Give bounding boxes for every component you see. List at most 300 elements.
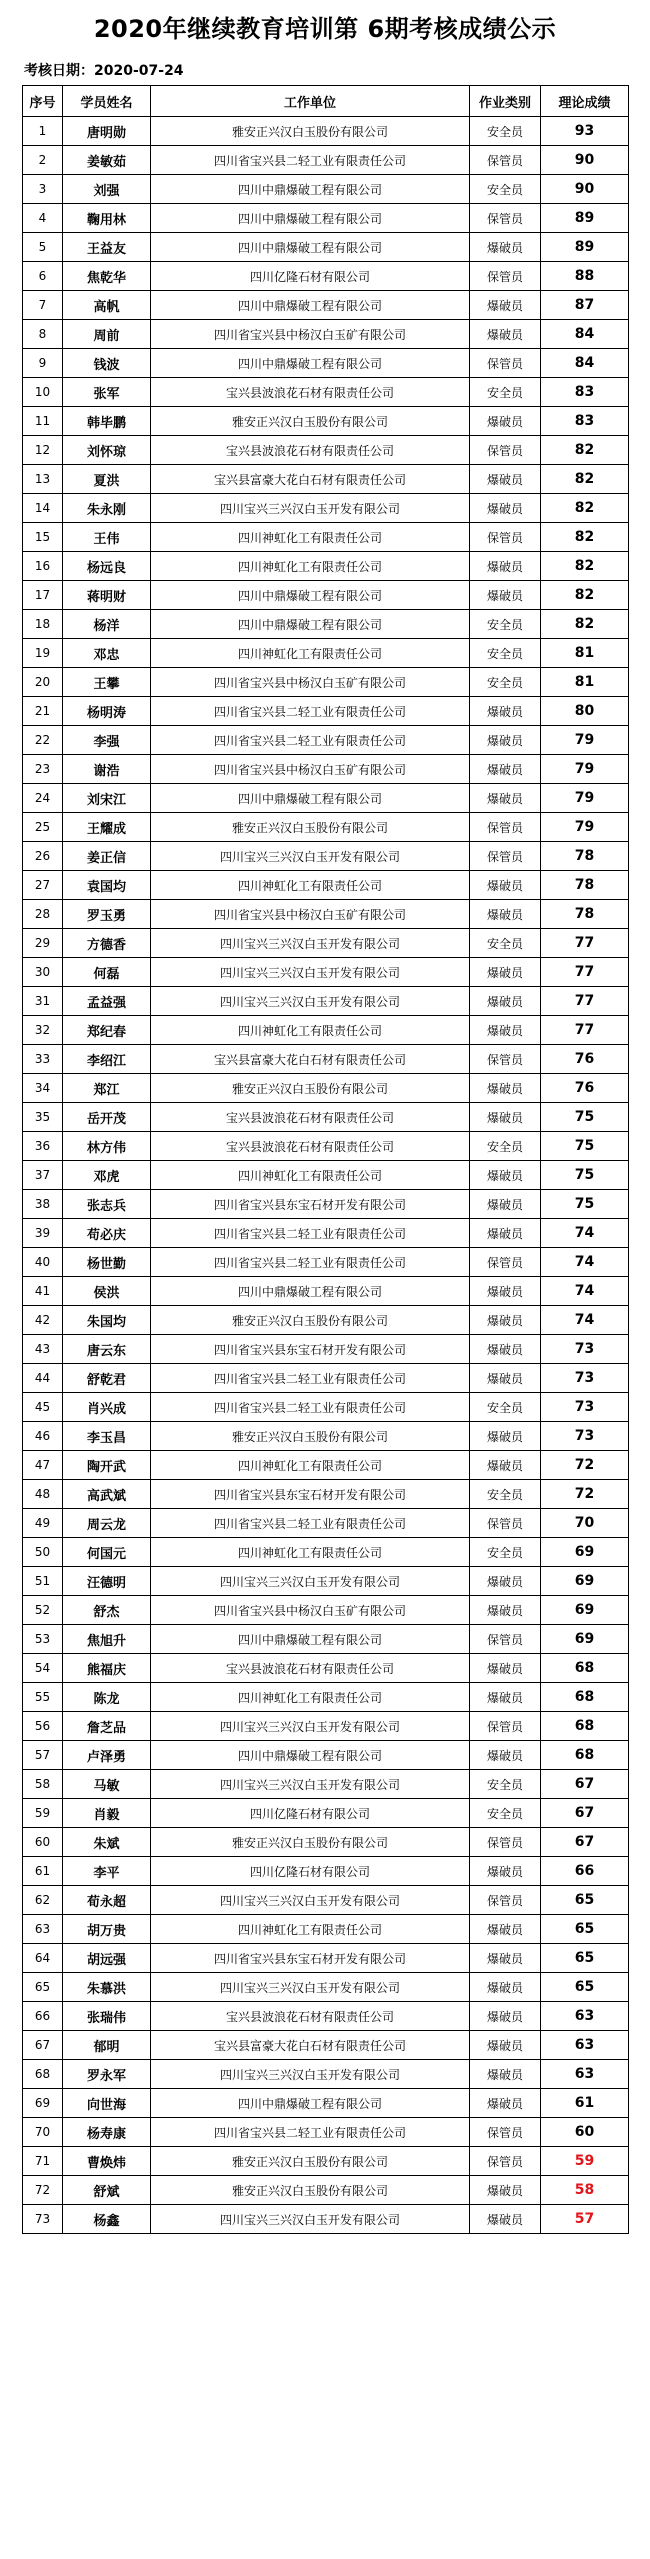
name-cell: 高帆 — [63, 291, 151, 320]
name-cell: 朱斌 — [63, 1828, 151, 1857]
table-body — [23, 117, 629, 2234]
workplace-cell: 雅安正兴汉白玉股份有限公司 — [151, 2176, 470, 2205]
score-cell: 74 — [541, 1248, 629, 1277]
job-type-cell: 安全员 — [470, 175, 541, 204]
table-row — [23, 1480, 629, 1509]
job-type-cell: 爆破员 — [470, 1161, 541, 1190]
name-cell: 胡远强 — [63, 1944, 151, 1973]
table-row — [23, 900, 629, 929]
job-type-cell: 爆破员 — [470, 900, 541, 929]
table-row — [23, 668, 629, 697]
name-cell: 陈龙 — [63, 1683, 151, 1712]
serial-cell: 42 — [23, 1306, 63, 1335]
score-cell: 81 — [541, 639, 629, 668]
job-type-cell: 保管员 — [470, 1712, 541, 1741]
workplace-cell: 四川省宝兴县二轻工业有限责任公司 — [151, 1364, 470, 1393]
workplace-cell: 四川省宝兴县二轻工业有限责任公司 — [151, 2118, 470, 2147]
score-cell: 72 — [541, 1480, 629, 1509]
serial-cell: 27 — [23, 871, 63, 900]
serial-cell: 21 — [23, 697, 63, 726]
score-cell: 65 — [541, 1915, 629, 1944]
job-type-cell: 爆破员 — [470, 1422, 541, 1451]
job-type-cell: 保管员 — [470, 1828, 541, 1857]
score-cell: 68 — [541, 1654, 629, 1683]
score-cell: 66 — [541, 1857, 629, 1886]
name-cell: 荀永超 — [63, 1886, 151, 1915]
serial-cell: 18 — [23, 610, 63, 639]
name-cell: 周云龙 — [63, 1509, 151, 1538]
job-type-cell: 安全员 — [470, 610, 541, 639]
score-cell: 75 — [541, 1103, 629, 1132]
name-cell: 侯洪 — [63, 1277, 151, 1306]
workplace-cell: 雅安正兴汉白玉股份有限公司 — [151, 1074, 470, 1103]
job-type-cell: 爆破员 — [470, 784, 541, 813]
serial-cell: 3 — [23, 175, 63, 204]
job-type-cell: 爆破员 — [470, 1944, 541, 1973]
serial-cell: 8 — [23, 320, 63, 349]
name-cell: 谢浩 — [63, 755, 151, 784]
score-cell: 73 — [541, 1335, 629, 1364]
score-cell: 73 — [541, 1422, 629, 1451]
name-cell: 肖毅 — [63, 1799, 151, 1828]
name-cell: 张志兵 — [63, 1190, 151, 1219]
name-cell: 唐云东 — [63, 1335, 151, 1364]
workplace-cell: 四川神虹化工有限责任公司 — [151, 1451, 470, 1480]
serial-cell: 58 — [23, 1770, 63, 1799]
name-cell: 罗永军 — [63, 2060, 151, 2089]
serial-cell: 6 — [23, 262, 63, 291]
workplace-cell: 四川神虹化工有限责任公司 — [151, 639, 470, 668]
name-cell: 唐明勋 — [63, 117, 151, 146]
score-cell: 89 — [541, 233, 629, 262]
name-cell: 孟益强 — [63, 987, 151, 1016]
job-type-cell: 爆破员 — [470, 1219, 541, 1248]
name-cell: 李强 — [63, 726, 151, 755]
serial-cell: 38 — [23, 1190, 63, 1219]
job-type-cell: 爆破员 — [470, 697, 541, 726]
score-cell: 77 — [541, 958, 629, 987]
workplace-cell: 宝兴县波浪花石材有限责任公司 — [151, 1654, 470, 1683]
name-cell: 鞠用林 — [63, 204, 151, 233]
table-row — [23, 2118, 629, 2147]
score-cell: 81 — [541, 668, 629, 697]
workplace-cell: 四川宝兴三兴汉白玉开发有限公司 — [151, 1712, 470, 1741]
table-row — [23, 1741, 629, 1770]
name-cell: 杨世勤 — [63, 1248, 151, 1277]
serial-cell: 62 — [23, 1886, 63, 1915]
name-cell: 王益友 — [63, 233, 151, 262]
workplace-cell: 宝兴县富豪大花白石材有限责任公司 — [151, 1045, 470, 1074]
name-cell: 林方伟 — [63, 1132, 151, 1161]
serial-cell: 47 — [23, 1451, 63, 1480]
name-cell: 卢泽勇 — [63, 1741, 151, 1770]
serial-cell: 25 — [23, 813, 63, 842]
name-cell: 苟必庆 — [63, 1219, 151, 1248]
serial-cell: 32 — [23, 1016, 63, 1045]
serial-cell: 9 — [23, 349, 63, 378]
table-row — [23, 1103, 629, 1132]
table-row — [23, 1451, 629, 1480]
workplace-cell: 四川省宝兴县东宝石材开发有限公司 — [151, 1335, 470, 1364]
workplace-cell: 四川神虹化工有限责任公司 — [151, 1538, 470, 1567]
table-row — [23, 1683, 629, 1712]
table-row — [23, 1161, 629, 1190]
name-cell: 钱波 — [63, 349, 151, 378]
serial-cell: 54 — [23, 1654, 63, 1683]
workplace-cell: 雅安正兴汉白玉股份有限公司 — [151, 813, 470, 842]
workplace-cell: 四川中鼎爆破工程有限公司 — [151, 349, 470, 378]
score-cell: 84 — [541, 320, 629, 349]
score-cell: 77 — [541, 1016, 629, 1045]
job-type-cell: 安全员 — [470, 117, 541, 146]
name-cell: 朱慕洪 — [63, 1973, 151, 2002]
table-row — [23, 233, 629, 262]
table-row — [23, 552, 629, 581]
serial-cell: 49 — [23, 1509, 63, 1538]
workplace-cell: 雅安正兴汉白玉股份有限公司 — [151, 407, 470, 436]
workplace-cell: 四川省宝兴县二轻工业有限责任公司 — [151, 1393, 470, 1422]
name-cell: 杨远良 — [63, 552, 151, 581]
name-cell: 熊福庆 — [63, 1654, 151, 1683]
name-cell: 袁国均 — [63, 871, 151, 900]
table-row — [23, 958, 629, 987]
workplace-cell: 四川中鼎爆破工程有限公司 — [151, 233, 470, 262]
serial-cell: 61 — [23, 1857, 63, 1886]
score-cell: 74 — [541, 1219, 629, 1248]
job-type-cell: 安全员 — [470, 668, 541, 697]
workplace-cell: 四川中鼎爆破工程有限公司 — [151, 610, 470, 639]
score-cell: 65 — [541, 1944, 629, 1973]
table-row — [23, 842, 629, 871]
serial-cell: 52 — [23, 1596, 63, 1625]
table-row — [23, 1654, 629, 1683]
job-type-cell: 爆破员 — [470, 1654, 541, 1683]
name-cell: 杨鑫 — [63, 2205, 151, 2234]
job-type-cell: 爆破员 — [470, 1335, 541, 1364]
score-cell: 80 — [541, 697, 629, 726]
workplace-cell: 四川省宝兴县二轻工业有限责任公司 — [151, 1219, 470, 1248]
job-type-cell: 保管员 — [470, 349, 541, 378]
score-cell: 63 — [541, 2031, 629, 2060]
table-row — [23, 175, 629, 204]
serial-cell: 57 — [23, 1741, 63, 1770]
table-row — [23, 1538, 629, 1567]
table-row — [23, 1132, 629, 1161]
score-cell: 67 — [541, 1799, 629, 1828]
table-row — [23, 1306, 629, 1335]
serial-cell: 7 — [23, 291, 63, 320]
score-cell: 77 — [541, 929, 629, 958]
workplace-cell: 四川神虹化工有限责任公司 — [151, 523, 470, 552]
serial-cell: 37 — [23, 1161, 63, 1190]
name-cell: 肖兴成 — [63, 1393, 151, 1422]
table-row — [23, 523, 629, 552]
workplace-cell: 四川神虹化工有限责任公司 — [151, 552, 470, 581]
table-row — [23, 1422, 629, 1451]
score-cell: 90 — [541, 146, 629, 175]
table-row — [23, 755, 629, 784]
job-type-cell: 保管员 — [470, 2118, 541, 2147]
workplace-cell: 四川神虹化工有限责任公司 — [151, 871, 470, 900]
job-type-cell: 爆破员 — [470, 2031, 541, 2060]
serial-cell: 12 — [23, 436, 63, 465]
workplace-cell: 四川省宝兴县中杨汉白玉矿有限公司 — [151, 320, 470, 349]
score-cell: 90 — [541, 175, 629, 204]
name-cell: 郑江 — [63, 1074, 151, 1103]
workplace-cell: 雅安正兴汉白玉股份有限公司 — [151, 1422, 470, 1451]
table-row — [23, 1915, 629, 1944]
job-type-cell: 保管员 — [470, 1045, 541, 1074]
serial-cell: 48 — [23, 1480, 63, 1509]
workplace-cell: 四川神虹化工有限责任公司 — [151, 1161, 470, 1190]
name-cell: 杨明涛 — [63, 697, 151, 726]
name-cell: 李玉昌 — [63, 1422, 151, 1451]
score-cell: 78 — [541, 871, 629, 900]
name-cell: 刘宋江 — [63, 784, 151, 813]
table-row — [23, 436, 629, 465]
name-cell: 方德香 — [63, 929, 151, 958]
workplace-cell: 雅安正兴汉白玉股份有限公司 — [151, 2147, 470, 2176]
job-type-cell: 保管员 — [470, 262, 541, 291]
score-cell: 76 — [541, 1045, 629, 1074]
table-row — [23, 581, 629, 610]
serial-cell: 22 — [23, 726, 63, 755]
workplace-cell: 四川省宝兴县二轻工业有限责任公司 — [151, 726, 470, 755]
workplace-cell: 四川省宝兴县中杨汉白玉矿有限公司 — [151, 755, 470, 784]
name-cell: 舒杰 — [63, 1596, 151, 1625]
job-type-cell: 保管员 — [470, 1625, 541, 1654]
name-cell: 何磊 — [63, 958, 151, 987]
workplace-cell: 四川宝兴三兴汉白玉开发有限公司 — [151, 1567, 470, 1596]
name-cell: 舒乾君 — [63, 1364, 151, 1393]
table-row — [23, 320, 629, 349]
job-type-cell: 安全员 — [470, 1799, 541, 1828]
serial-cell: 35 — [23, 1103, 63, 1132]
table-row — [23, 2205, 629, 2234]
job-type-cell: 爆破员 — [470, 2205, 541, 2234]
job-type-cell: 保管员 — [470, 2147, 541, 2176]
workplace-cell: 雅安正兴汉白玉股份有限公司 — [151, 1828, 470, 1857]
table-row — [23, 1828, 629, 1857]
workplace-cell: 四川亿隆石材有限公司 — [151, 1799, 470, 1828]
job-type-cell: 爆破员 — [470, 1364, 541, 1393]
workplace-cell: 宝兴县富豪大花白石材有限责任公司 — [151, 2031, 470, 2060]
score-cell: 82 — [541, 436, 629, 465]
job-type-cell: 爆破员 — [470, 233, 541, 262]
table-row — [23, 987, 629, 1016]
score-cell: 75 — [541, 1190, 629, 1219]
workplace-cell: 雅安正兴汉白玉股份有限公司 — [151, 117, 470, 146]
name-cell: 李绍江 — [63, 1045, 151, 1074]
serial-cell: 50 — [23, 1538, 63, 1567]
serial-cell: 11 — [23, 407, 63, 436]
job-type-cell: 保管员 — [470, 523, 541, 552]
score-cell: 67 — [541, 1770, 629, 1799]
table-row — [23, 1248, 629, 1277]
table-row — [23, 2002, 629, 2031]
table-row — [23, 407, 629, 436]
name-cell: 邓虎 — [63, 1161, 151, 1190]
table-row — [23, 2176, 629, 2205]
serial-cell: 64 — [23, 1944, 63, 1973]
workplace-cell: 四川宝兴三兴汉白玉开发有限公司 — [151, 842, 470, 871]
serial-cell: 20 — [23, 668, 63, 697]
workplace-cell: 四川省宝兴县二轻工业有限责任公司 — [151, 1248, 470, 1277]
score-cell: 69 — [541, 1567, 629, 1596]
workplace-cell: 四川省宝兴县二轻工业有限责任公司 — [151, 1509, 470, 1538]
name-cell: 王耀成 — [63, 813, 151, 842]
name-cell: 高武斌 — [63, 1480, 151, 1509]
job-type-cell: 爆破员 — [470, 1074, 541, 1103]
score-cell: 83 — [541, 378, 629, 407]
table-row — [23, 1567, 629, 1596]
table-row — [23, 349, 629, 378]
table-row — [23, 929, 629, 958]
serial-cell: 30 — [23, 958, 63, 987]
workplace-cell: 四川宝兴三兴汉白玉开发有限公司 — [151, 494, 470, 523]
score-cell: 65 — [541, 1973, 629, 2002]
name-cell: 姜敏茹 — [63, 146, 151, 175]
workplace-cell: 四川省宝兴县东宝石材开发有限公司 — [151, 1480, 470, 1509]
name-cell: 何国元 — [63, 1538, 151, 1567]
table-row — [23, 1074, 629, 1103]
serial-cell: 44 — [23, 1364, 63, 1393]
header-job-type: 作业类别 — [470, 86, 541, 117]
workplace-cell: 四川省宝兴县东宝石材开发有限公司 — [151, 1944, 470, 1973]
score-cell: 79 — [541, 784, 629, 813]
score-cell: 70 — [541, 1509, 629, 1538]
workplace-cell: 四川中鼎爆破工程有限公司 — [151, 1625, 470, 1654]
workplace-cell: 四川省宝兴县东宝石材开发有限公司 — [151, 1190, 470, 1219]
job-type-cell: 爆破员 — [470, 581, 541, 610]
table-row — [23, 1596, 629, 1625]
serial-cell: 68 — [23, 2060, 63, 2089]
score-cell: 87 — [541, 291, 629, 320]
job-type-cell: 爆破员 — [470, 1915, 541, 1944]
table-row — [23, 1016, 629, 1045]
serial-cell: 66 — [23, 2002, 63, 2031]
workplace-cell: 四川中鼎爆破工程有限公司 — [151, 1277, 470, 1306]
table-row — [23, 1045, 629, 1074]
serial-cell: 69 — [23, 2089, 63, 2118]
serial-cell: 67 — [23, 2031, 63, 2060]
serial-cell: 29 — [23, 929, 63, 958]
workplace-cell: 宝兴县波浪花石材有限责任公司 — [151, 1103, 470, 1132]
workplace-cell: 宝兴县波浪花石材有限责任公司 — [151, 2002, 470, 2031]
table-row — [23, 1886, 629, 1915]
serial-cell: 33 — [23, 1045, 63, 1074]
table-row — [23, 1393, 629, 1422]
job-type-cell: 安全员 — [470, 378, 541, 407]
name-cell: 刘怀琼 — [63, 436, 151, 465]
table-row — [23, 639, 629, 668]
table-row — [23, 784, 629, 813]
workplace-cell: 四川中鼎爆破工程有限公司 — [151, 784, 470, 813]
header-name: 学员姓名 — [63, 86, 151, 117]
job-type-cell: 爆破员 — [470, 1596, 541, 1625]
job-type-cell: 安全员 — [470, 639, 541, 668]
score-cell: 83 — [541, 407, 629, 436]
score-cell: 75 — [541, 1132, 629, 1161]
serial-cell: 26 — [23, 842, 63, 871]
table-row — [23, 1190, 629, 1219]
workplace-cell: 四川省宝兴县中杨汉白玉矿有限公司 — [151, 900, 470, 929]
workplace-cell: 四川省宝兴县中杨汉白玉矿有限公司 — [151, 668, 470, 697]
page-title: 2020年继续教育培训第 6期考核成绩公示 — [93, 15, 557, 43]
header-workplace: 工作单位 — [151, 86, 470, 117]
job-type-cell: 保管员 — [470, 842, 541, 871]
score-cell: 88 — [541, 262, 629, 291]
name-cell: 郑纪春 — [63, 1016, 151, 1045]
score-cell: 78 — [541, 900, 629, 929]
job-type-cell: 保管员 — [470, 436, 541, 465]
score-cell: 82 — [541, 610, 629, 639]
name-cell: 姜正信 — [63, 842, 151, 871]
table-row — [23, 1944, 629, 1973]
name-cell: 邓忠 — [63, 639, 151, 668]
workplace-cell: 四川省宝兴县二轻工业有限责任公司 — [151, 146, 470, 175]
job-type-cell: 保管员 — [470, 1886, 541, 1915]
name-cell: 焦乾华 — [63, 262, 151, 291]
workplace-cell: 四川宝兴三兴汉白玉开发有限公司 — [151, 1770, 470, 1799]
name-cell: 杨洋 — [63, 610, 151, 639]
workplace-cell: 四川中鼎爆破工程有限公司 — [151, 2089, 470, 2118]
job-type-cell: 爆破员 — [470, 1857, 541, 1886]
workplace-cell: 四川中鼎爆破工程有限公司 — [151, 1741, 470, 1770]
name-cell: 周前 — [63, 320, 151, 349]
name-cell: 杨寿康 — [63, 2118, 151, 2147]
job-type-cell: 爆破员 — [470, 552, 541, 581]
score-cell: 72 — [541, 1451, 629, 1480]
job-type-cell: 爆破员 — [470, 2176, 541, 2205]
workplace-cell: 四川省宝兴县中杨汉白玉矿有限公司 — [151, 1596, 470, 1625]
name-cell: 朱永刚 — [63, 494, 151, 523]
header-serial: 序号 — [23, 86, 63, 117]
job-type-cell: 爆破员 — [470, 320, 541, 349]
score-cell: 57 — [541, 2205, 629, 2234]
table-row — [23, 1219, 629, 1248]
job-type-cell: 安全员 — [470, 929, 541, 958]
score-cell: 77 — [541, 987, 629, 1016]
serial-cell: 70 — [23, 2118, 63, 2147]
name-cell: 王伟 — [63, 523, 151, 552]
serial-cell: 16 — [23, 552, 63, 581]
score-cell: 63 — [541, 2060, 629, 2089]
job-type-cell: 爆破员 — [470, 958, 541, 987]
serial-cell: 28 — [23, 900, 63, 929]
serial-cell: 5 — [23, 233, 63, 262]
name-cell: 朱国均 — [63, 1306, 151, 1335]
job-type-cell: 爆破员 — [470, 1451, 541, 1480]
serial-cell: 63 — [23, 1915, 63, 1944]
serial-cell: 39 — [23, 1219, 63, 1248]
workplace-cell: 四川中鼎爆破工程有限公司 — [151, 581, 470, 610]
job-type-cell: 安全员 — [470, 1132, 541, 1161]
score-cell: 68 — [541, 1683, 629, 1712]
table-row — [23, 262, 629, 291]
name-cell: 马敏 — [63, 1770, 151, 1799]
job-type-cell: 爆破员 — [470, 2089, 541, 2118]
score-cell: 58 — [541, 2176, 629, 2205]
workplace-cell: 四川宝兴三兴汉白玉开发有限公司 — [151, 958, 470, 987]
score-cell: 69 — [541, 1625, 629, 1654]
job-type-cell: 爆破员 — [470, 726, 541, 755]
serial-cell: 53 — [23, 1625, 63, 1654]
name-cell: 汪德明 — [63, 1567, 151, 1596]
serial-cell: 23 — [23, 755, 63, 784]
job-type-cell: 保管员 — [470, 813, 541, 842]
workplace-cell: 宝兴县波浪花石材有限责任公司 — [151, 1132, 470, 1161]
